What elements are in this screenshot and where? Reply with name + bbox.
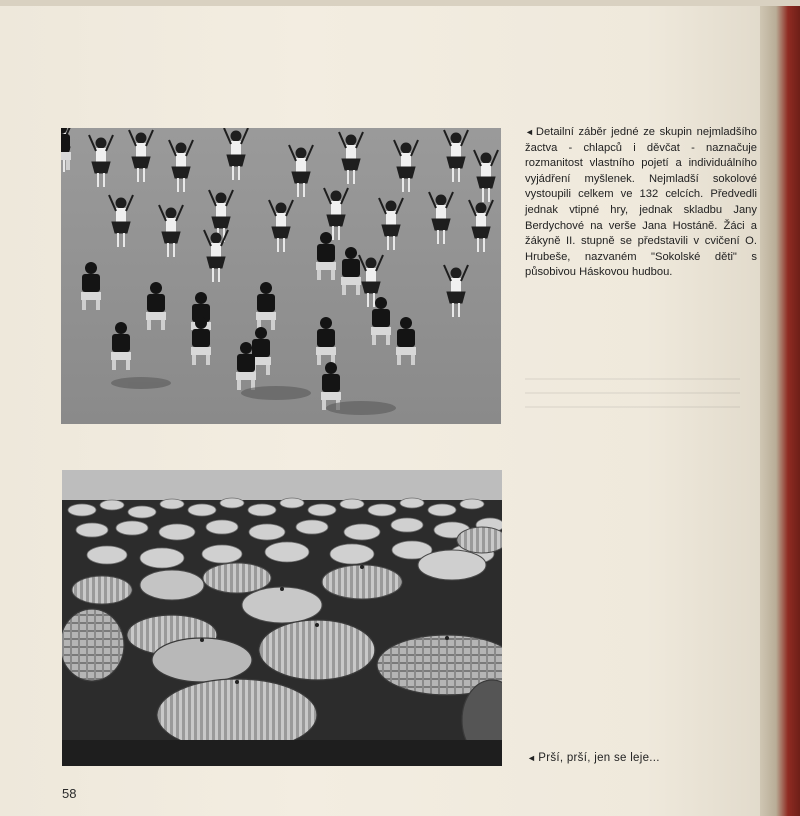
crowd-umbrellas-photo xyxy=(62,470,502,766)
photo-caption-children xyxy=(525,125,757,281)
caption-text: Detailní záběr jedné ze skupin nejmladšího žactva - chlapců i děvčat - naznačuje rozmanitost vlastního pojetí a individuálního vyjádření myšlenek. Nejmladší sokolové vystoupili celkem ve 132 celcích. Předvedli jednak vtipné hry, jednak skladbu Jany Berdychové na verše Jana Hostáně. Žáci a žákyně II. stupně se představili v cvičení O. Hrubeše, nazvaném "Sokolské děti" s působivou Háskovou hudbou. xyxy=(525,126,757,279)
page-top-edge xyxy=(0,0,800,6)
children-exercise-photo xyxy=(61,128,501,424)
caption-marker-icon: ◄ xyxy=(525,127,534,137)
page-number: 58 xyxy=(62,786,77,801)
caption-text: Prší, prší, jen se leje... xyxy=(538,752,660,764)
crowd-umbrellas-illustration xyxy=(62,470,502,766)
photo-caption-umbrellas xyxy=(527,752,660,764)
caption-marker-icon: ◄ xyxy=(527,753,537,763)
book-spine xyxy=(760,0,800,816)
bleed-through-text xyxy=(525,378,740,418)
children-exercise-illustration xyxy=(61,128,501,424)
